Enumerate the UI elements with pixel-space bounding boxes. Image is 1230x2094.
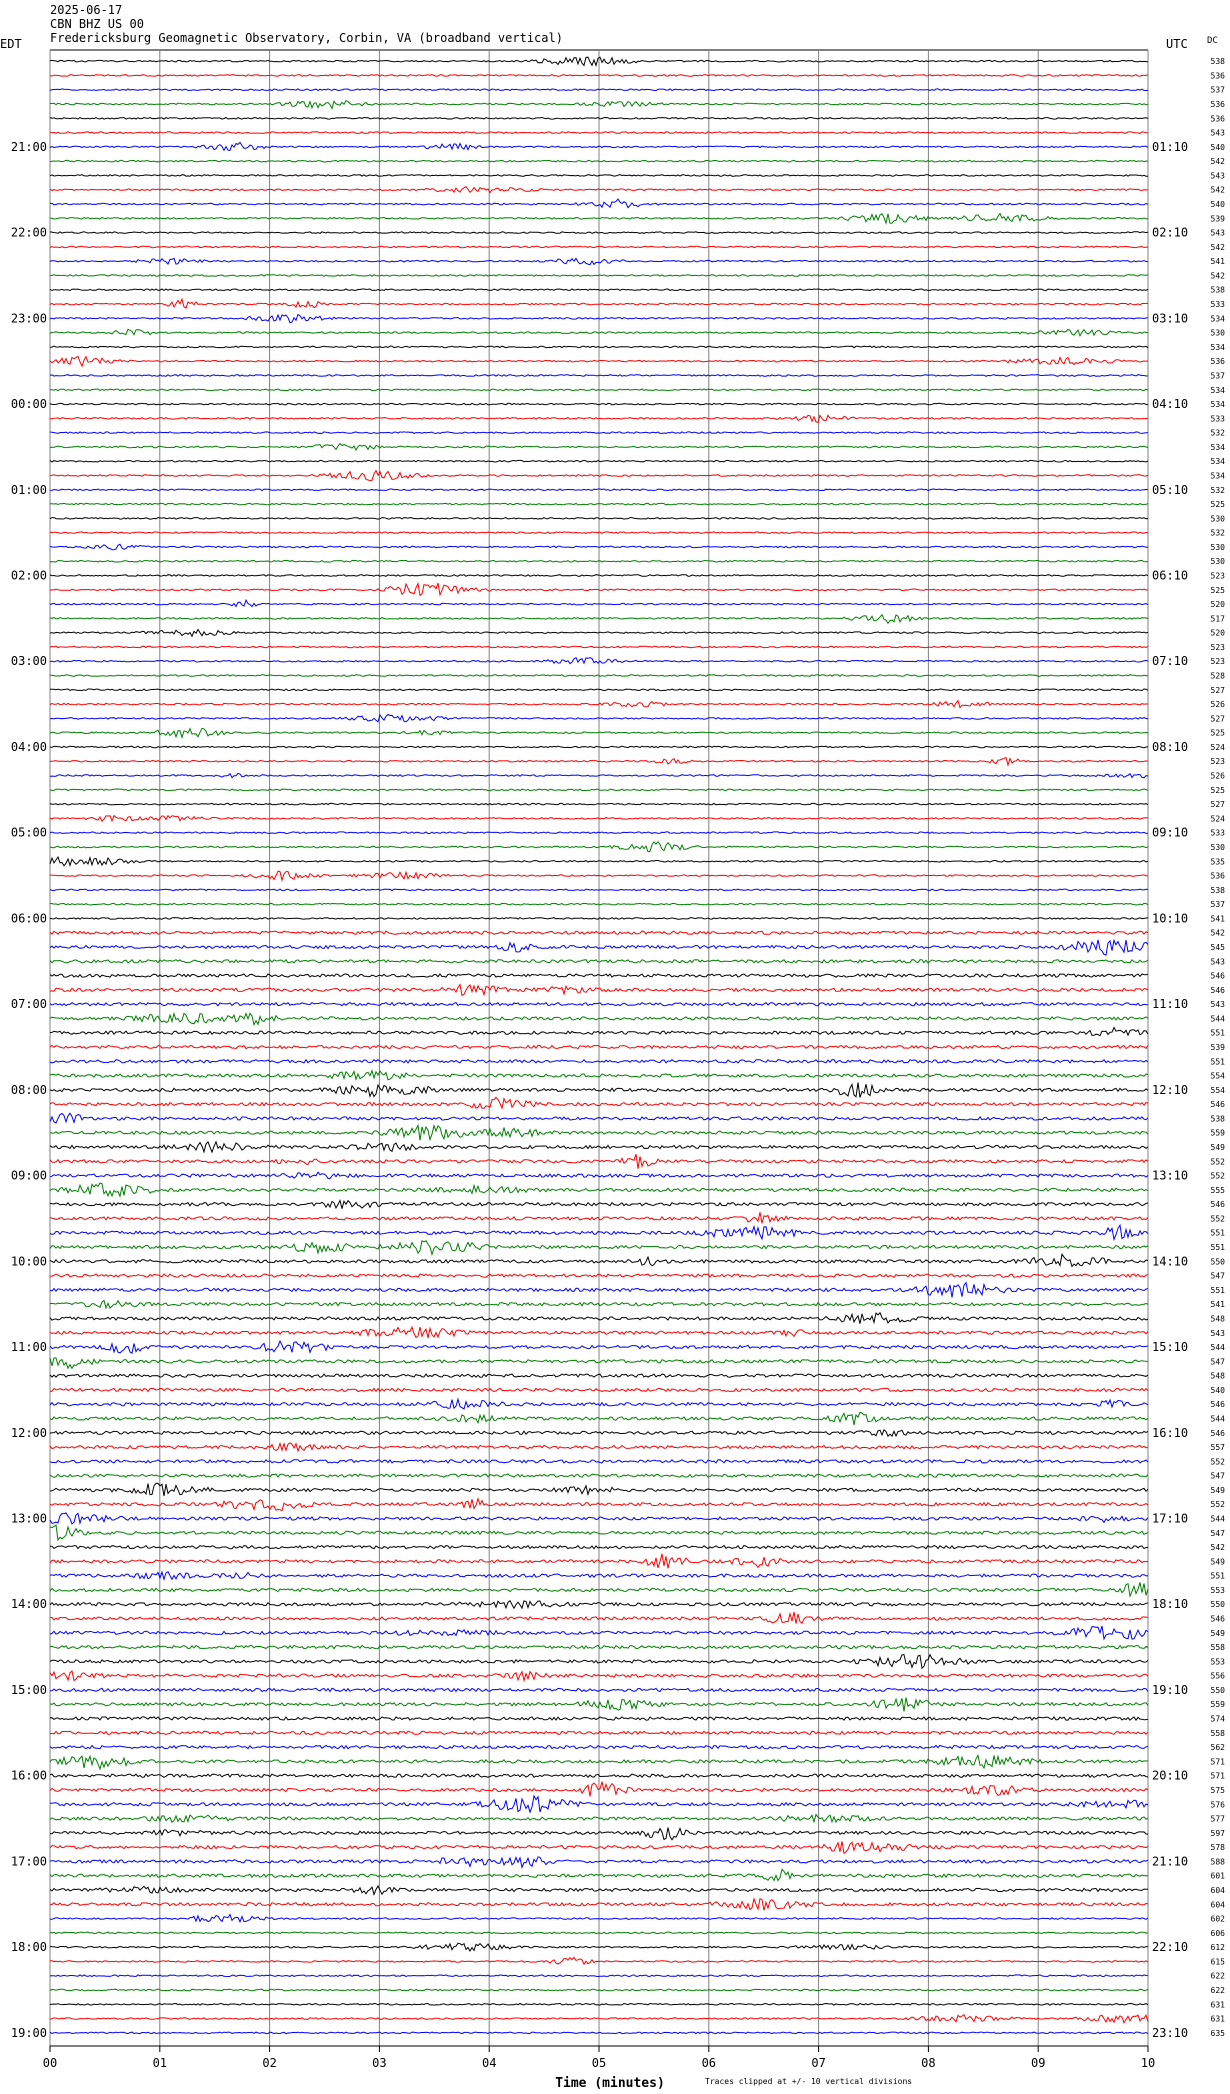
dc-offset-label: 527 bbox=[1210, 800, 1225, 810]
right-hour-label: 18:10 bbox=[1152, 1597, 1189, 1612]
dc-offset-label: 548 bbox=[1210, 1371, 1225, 1381]
dc-offset-label: 555 bbox=[1210, 1185, 1225, 1195]
dc-offset-label: 536 bbox=[1210, 114, 1225, 124]
left-hour-label: 03:00 bbox=[10, 654, 47, 669]
dc-offset-label: 520 bbox=[1210, 600, 1225, 610]
dc-offset-label: 540 bbox=[1210, 200, 1225, 210]
dc-offset-label: 530 bbox=[1210, 557, 1225, 567]
dc-offset-label: 536 bbox=[1210, 357, 1225, 367]
dc-offset-label: 552 bbox=[1210, 1457, 1225, 1467]
dc-offset-label: 622 bbox=[1210, 1985, 1225, 1995]
dc-offset-label: 543 bbox=[1210, 128, 1225, 138]
dc-offset-label: 553 bbox=[1210, 1585, 1225, 1595]
dc-offset-label: 543 bbox=[1210, 957, 1225, 967]
right-hour-label: 17:10 bbox=[1152, 1511, 1189, 1526]
x-tick-label: 03 bbox=[372, 2056, 387, 2070]
trace-line bbox=[50, 518, 1148, 520]
dc-offset-label: 528 bbox=[1210, 671, 1225, 681]
dc-offset-label: 551 bbox=[1210, 1028, 1225, 1038]
right-hour-label: 12:10 bbox=[1152, 1082, 1189, 1097]
left-hour-label: 17:00 bbox=[10, 1854, 47, 1869]
dc-offset-label: 544 bbox=[1210, 1343, 1225, 1353]
dc-offset-label: 631 bbox=[1210, 2014, 1225, 2024]
x-tick-label: 01 bbox=[152, 2056, 168, 2070]
left-hour-label: 10:00 bbox=[10, 1254, 47, 1269]
dc-offset-label: 631 bbox=[1210, 2000, 1225, 2010]
dc-offset-label: 536 bbox=[1210, 71, 1225, 81]
left-hour-label: 18:00 bbox=[10, 1940, 47, 1955]
dc-offset-label: 551 bbox=[1210, 1057, 1225, 1067]
dc-offset-label: 551 bbox=[1210, 1228, 1225, 1238]
dc-offset-label: 542 bbox=[1210, 1543, 1225, 1553]
dc-column-label: DC bbox=[1207, 36, 1218, 46]
dc-offset-label: 524 bbox=[1210, 814, 1225, 824]
dc-offset-label: 559 bbox=[1210, 1700, 1225, 1710]
dc-offset-label: 578 bbox=[1210, 1843, 1225, 1853]
dc-offset-label: 550 bbox=[1210, 1257, 1225, 1267]
dc-offset-label: 534 bbox=[1210, 314, 1225, 324]
dc-offset-label: 553 bbox=[1210, 1657, 1225, 1667]
left-timezone-label: EDT bbox=[0, 37, 22, 51]
dc-offset-label: 549 bbox=[1210, 1557, 1225, 1567]
dc-offset-label: 546 bbox=[1210, 1428, 1225, 1438]
x-tick-label: 09 bbox=[1030, 2056, 1046, 2070]
x-tick-label: 08 bbox=[921, 2056, 936, 2070]
dc-offset-label: 604 bbox=[1210, 1885, 1225, 1895]
dc-offset-label: 574 bbox=[1210, 1714, 1225, 1724]
left-hour-label: 06:00 bbox=[10, 911, 47, 926]
dc-offset-label: 557 bbox=[1210, 1443, 1225, 1453]
right-hour-label: 03:10 bbox=[1152, 311, 1189, 326]
dc-offset-label: 612 bbox=[1210, 1943, 1225, 1953]
dc-offset-label: 523 bbox=[1210, 757, 1225, 767]
dc-offset-label: 597 bbox=[1210, 1828, 1225, 1838]
dc-offset-label: 525 bbox=[1210, 585, 1225, 595]
right-hour-label: 13:10 bbox=[1152, 1168, 1189, 1183]
dc-offset-label: 530 bbox=[1210, 842, 1225, 852]
dc-offset-label: 540 bbox=[1210, 1385, 1225, 1395]
dc-offset-label: 534 bbox=[1210, 400, 1225, 410]
dc-offset-label: 532 bbox=[1210, 528, 1225, 538]
right-hour-label: 04:10 bbox=[1152, 397, 1189, 412]
dc-offset-label: 541 bbox=[1210, 257, 1225, 267]
dc-offset-label: 622 bbox=[1210, 1971, 1225, 1981]
left-hour-label: 01:00 bbox=[10, 482, 47, 497]
x-tick-label: 02 bbox=[262, 2056, 277, 2070]
dc-offset-label: 562 bbox=[1210, 1743, 1225, 1753]
right-timezone-label: UTC bbox=[1166, 37, 1188, 51]
dc-offset-label: 547 bbox=[1210, 1271, 1225, 1281]
dc-offset-label: 520 bbox=[1210, 628, 1225, 638]
dc-offset-label: 538 bbox=[1210, 57, 1225, 67]
dc-offset-label: 537 bbox=[1210, 85, 1225, 95]
dc-offset-label: 548 bbox=[1210, 1314, 1225, 1324]
right-hour-label: 16:10 bbox=[1152, 1425, 1189, 1440]
dc-offset-label: 575 bbox=[1210, 1785, 1225, 1795]
dc-offset-label: 545 bbox=[1210, 942, 1225, 952]
dc-offset-label: 558 bbox=[1210, 1728, 1225, 1738]
dc-offset-label: 551 bbox=[1210, 1243, 1225, 1253]
dc-offset-label: 527 bbox=[1210, 714, 1225, 724]
left-hour-label: 08:00 bbox=[10, 1082, 47, 1097]
dc-offset-label: 551 bbox=[1210, 1571, 1225, 1581]
dc-offset-label: 552 bbox=[1210, 1500, 1225, 1510]
dc-offset-label: 559 bbox=[1210, 1128, 1225, 1138]
right-hour-label: 02:10 bbox=[1152, 225, 1189, 240]
dc-offset-label: 526 bbox=[1210, 700, 1225, 710]
dc-offset-label: 535 bbox=[1210, 857, 1225, 867]
dc-offset-label: 542 bbox=[1210, 157, 1225, 167]
dc-offset-label: 544 bbox=[1210, 1014, 1225, 1024]
right-hour-label: 09:10 bbox=[1152, 825, 1189, 840]
dc-offset-label: 534 bbox=[1210, 457, 1225, 467]
left-hour-label: 07:00 bbox=[10, 997, 47, 1012]
dc-offset-label: 543 bbox=[1210, 228, 1225, 238]
dc-offset-label: 546 bbox=[1210, 1614, 1225, 1624]
dc-offset-label: 551 bbox=[1210, 1285, 1225, 1295]
x-tick-label: 07 bbox=[811, 2056, 826, 2070]
station-label: CBN BHZ US 00 bbox=[50, 17, 144, 31]
dc-offset-label: 541 bbox=[1210, 914, 1225, 924]
dc-offset-label: 534 bbox=[1210, 385, 1225, 395]
dc-offset-label: 539 bbox=[1210, 214, 1225, 224]
dc-offset-label: 546 bbox=[1210, 1200, 1225, 1210]
right-hour-label: 20:10 bbox=[1152, 1768, 1189, 1783]
left-hour-label: 19:00 bbox=[10, 2025, 47, 2040]
x-tick-label: 00 bbox=[42, 2056, 58, 2070]
dc-offset-label: 588 bbox=[1210, 1857, 1225, 1867]
dc-offset-label: 532 bbox=[1210, 485, 1225, 495]
x-tick-label: 10 bbox=[1140, 2056, 1156, 2070]
dc-offset-label: 547 bbox=[1210, 1471, 1225, 1481]
dc-offset-label: 602 bbox=[1210, 1914, 1225, 1924]
dc-offset-label: 533 bbox=[1210, 414, 1225, 424]
dc-offset-label: 615 bbox=[1210, 1957, 1225, 1967]
dc-offset-label: 554 bbox=[1210, 1071, 1225, 1081]
date-label: 2025-06-17 bbox=[50, 3, 123, 17]
left-hour-label: 09:00 bbox=[10, 1168, 47, 1183]
left-hour-label: 13:00 bbox=[10, 1511, 47, 1526]
right-hour-label: 19:10 bbox=[1152, 1682, 1189, 1697]
dc-offset-label: 547 bbox=[1210, 1357, 1225, 1367]
dc-offset-label: 523 bbox=[1210, 642, 1225, 652]
dc-offset-label: 550 bbox=[1210, 1685, 1225, 1695]
left-hour-label: 23:00 bbox=[10, 311, 47, 326]
dc-offset-label: 546 bbox=[1210, 1400, 1225, 1410]
dc-offset-label: 547 bbox=[1210, 1528, 1225, 1538]
dc-offset-label: 549 bbox=[1210, 1143, 1225, 1153]
dc-offset-label: 544 bbox=[1210, 1514, 1225, 1524]
dc-offset-label: 534 bbox=[1210, 471, 1225, 481]
dc-offset-label: 530 bbox=[1210, 514, 1225, 524]
right-hour-label: 21:10 bbox=[1152, 1854, 1189, 1869]
right-hour-label: 07:10 bbox=[1152, 654, 1189, 669]
dc-offset-label: 525 bbox=[1210, 785, 1225, 795]
trace-line bbox=[50, 918, 1148, 920]
dc-offset-label: 554 bbox=[1210, 1085, 1225, 1095]
dc-offset-label: 571 bbox=[1210, 1771, 1225, 1781]
dc-offset-label: 606 bbox=[1210, 1928, 1225, 1938]
left-hour-label: 16:00 bbox=[10, 1768, 47, 1783]
dc-offset-label: 577 bbox=[1210, 1814, 1225, 1824]
right-hour-label: 23:10 bbox=[1152, 2025, 1189, 2040]
dc-offset-label: 556 bbox=[1210, 1671, 1225, 1681]
dc-offset-label: 523 bbox=[1210, 657, 1225, 667]
dc-offset-label: 546 bbox=[1210, 971, 1225, 981]
dc-offset-label: 539 bbox=[1210, 1043, 1225, 1052]
dc-offset-label: 540 bbox=[1210, 142, 1225, 152]
dc-offset-label: 542 bbox=[1210, 242, 1225, 252]
dc-offset-label: 530 bbox=[1210, 542, 1225, 552]
right-hour-label: 14:10 bbox=[1152, 1254, 1189, 1269]
dc-offset-label: 524 bbox=[1210, 742, 1225, 752]
clip-note: Traces clipped at +/- 10 vertical divisions bbox=[705, 2077, 913, 2086]
dc-offset-label: 532 bbox=[1210, 428, 1225, 438]
dc-offset-label: 552 bbox=[1210, 1157, 1225, 1167]
dc-offset-label: 537 bbox=[1210, 900, 1225, 910]
dc-offset-label: 536 bbox=[1210, 100, 1225, 110]
right-hour-label: 11:10 bbox=[1152, 997, 1189, 1012]
dc-offset-label: 543 bbox=[1210, 171, 1225, 181]
dc-offset-label: 534 bbox=[1210, 342, 1225, 352]
dc-offset-label: 549 bbox=[1210, 1628, 1225, 1638]
right-hour-label: 05:10 bbox=[1152, 482, 1189, 497]
observatory-label: Fredericksburg Geomagnetic Observatory, Corbin, VA (broadband vertical) bbox=[50, 31, 563, 45]
dc-offset-label: 530 bbox=[1210, 328, 1225, 338]
dc-offset-label: 550 bbox=[1210, 1600, 1225, 1610]
dc-offset-label: 526 bbox=[1210, 771, 1225, 781]
dc-offset-label: 533 bbox=[1210, 828, 1225, 838]
dc-offset-label: 543 bbox=[1210, 1328, 1225, 1338]
dc-offset-label: 536 bbox=[1210, 871, 1225, 881]
dc-offset-label: 549 bbox=[1210, 1485, 1225, 1495]
dc-offset-label: 601 bbox=[1210, 1871, 1225, 1881]
x-tick-label: 05 bbox=[591, 2056, 607, 2070]
left-hour-label: 02:00 bbox=[10, 568, 47, 583]
dc-offset-label: 544 bbox=[1210, 1414, 1225, 1424]
dc-offset-label: 542 bbox=[1210, 185, 1225, 195]
dc-offset-label: 537 bbox=[1210, 371, 1225, 381]
dc-offset-label: 543 bbox=[1210, 1000, 1225, 1010]
dc-offset-label: 523 bbox=[1210, 571, 1225, 581]
dc-offset-label: 546 bbox=[1210, 1100, 1225, 1110]
left-hour-label: 15:00 bbox=[10, 1682, 47, 1697]
dc-offset-label: 538 bbox=[1210, 1114, 1225, 1124]
dc-offset-label: 525 bbox=[1210, 728, 1225, 738]
dc-offset-label: 576 bbox=[1210, 1800, 1225, 1810]
right-hour-label: 01:10 bbox=[1152, 139, 1189, 154]
dc-offset-label: 541 bbox=[1210, 1300, 1225, 1310]
left-hour-label: 00:00 bbox=[10, 397, 47, 412]
x-tick-label: 04 bbox=[481, 2056, 497, 2070]
right-hour-label: 10:10 bbox=[1152, 911, 1189, 926]
dc-offset-label: 542 bbox=[1210, 928, 1225, 938]
dc-offset-label: 635 bbox=[1210, 2028, 1225, 2038]
left-hour-label: 14:00 bbox=[10, 1597, 47, 1612]
right-hour-label: 08:10 bbox=[1152, 739, 1189, 754]
dc-offset-label: 542 bbox=[1210, 271, 1225, 281]
left-hour-label: 22:00 bbox=[10, 225, 47, 240]
dc-offset-label: 538 bbox=[1210, 885, 1225, 895]
dc-offset-label: 546 bbox=[1210, 985, 1225, 995]
left-hour-label: 05:00 bbox=[10, 825, 47, 840]
dc-offset-label: 534 bbox=[1210, 442, 1225, 452]
right-hour-label: 06:10 bbox=[1152, 568, 1189, 583]
right-hour-label: 15:10 bbox=[1152, 1340, 1189, 1355]
left-hour-label: 11:00 bbox=[10, 1340, 47, 1355]
dc-offset-label: 552 bbox=[1210, 1171, 1225, 1181]
dc-offset-label: 571 bbox=[1210, 1757, 1225, 1767]
dc-offset-label: 538 bbox=[1210, 285, 1225, 295]
x-axis-title: Time (minutes) bbox=[555, 2076, 665, 2091]
dc-offset-label: 604 bbox=[1210, 1900, 1225, 1910]
dc-offset-label: 517 bbox=[1210, 614, 1225, 624]
x-tick-label: 06 bbox=[701, 2056, 717, 2070]
dc-offset-label: 552 bbox=[1210, 1214, 1225, 1224]
right-hour-label: 22:10 bbox=[1152, 1940, 1189, 1955]
dc-offset-label: 527 bbox=[1210, 685, 1225, 695]
left-hour-label: 21:00 bbox=[10, 139, 47, 154]
left-hour-label: 12:00 bbox=[10, 1425, 47, 1440]
dc-offset-label: 533 bbox=[1210, 300, 1225, 310]
dc-offset-label: 558 bbox=[1210, 1643, 1225, 1653]
dc-offset-label: 525 bbox=[1210, 500, 1225, 510]
left-hour-label: 04:00 bbox=[10, 739, 47, 754]
